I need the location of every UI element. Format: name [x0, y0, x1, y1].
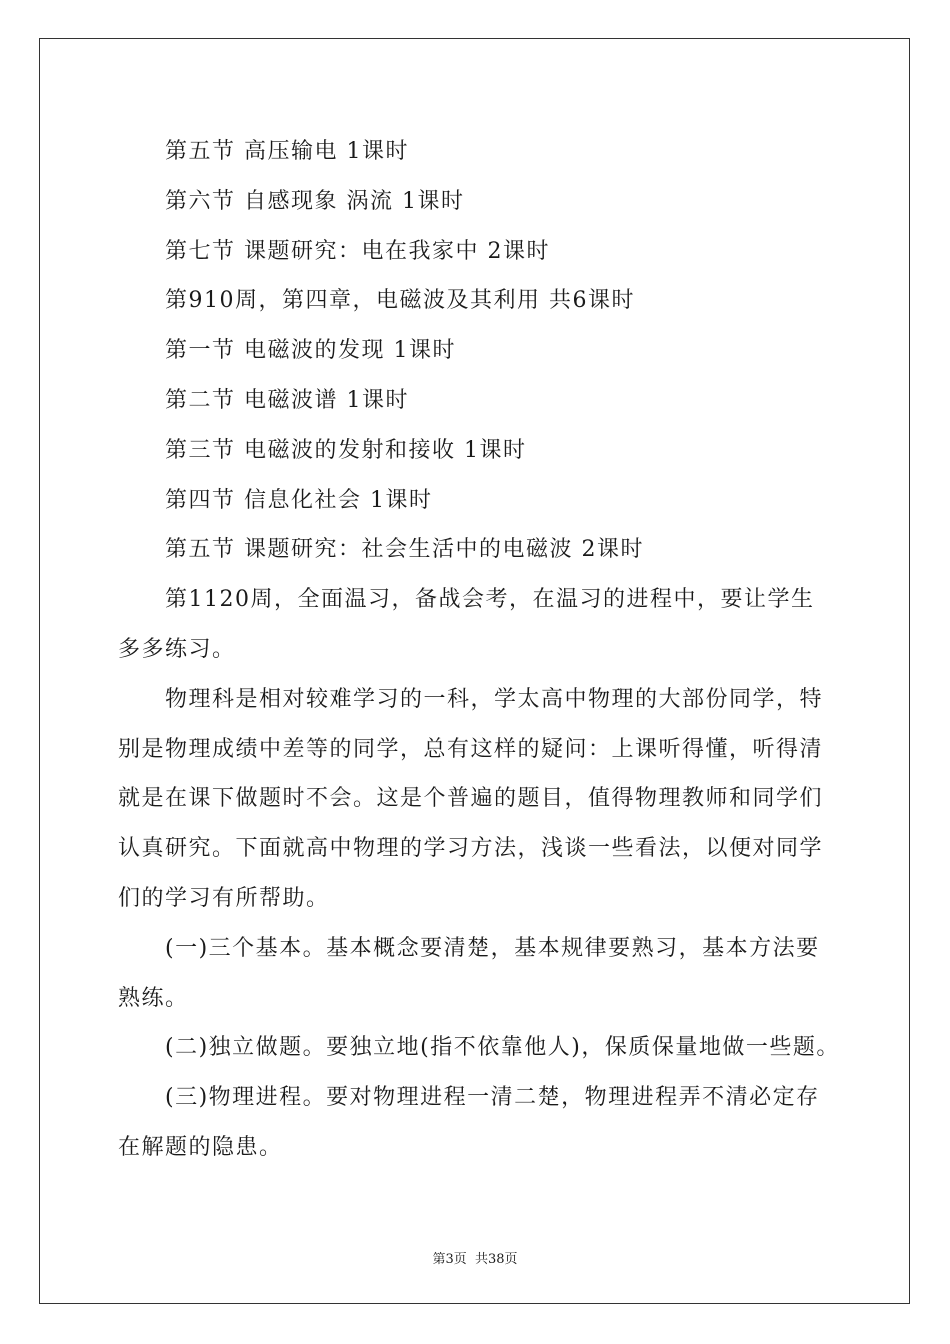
text-line: 物理科是相对较难学习的一科，学太高中物理的大部份同学，特: [165, 686, 824, 712]
text-line: 们的学习有所帮助。: [118, 885, 330, 911]
document-body: [118, 127, 848, 1173]
text-line: 第910周，第四章，电磁波及其利用 共6课时: [165, 288, 635, 314]
text-line: 在解题的隐患。: [118, 1134, 283, 1160]
text-line: 就是在课下做题时不会。这是个普遍的题目，值得物理教师和同学们: [118, 786, 824, 812]
text-line: 认真研究。下面就高中物理的学习方法，浅谈一些看法，以便对同学: [118, 836, 824, 862]
text-line: 多多练习。: [118, 636, 236, 662]
page-number: 第3页: [432, 1252, 467, 1267]
page-footer: [0, 1248, 950, 1267]
text-line: 第三节 电磁波的发射和接收 1课时: [165, 437, 527, 463]
text-line: 第1120周，全面温习，备战会考，在温习的进程中，要让学生: [165, 587, 815, 613]
text-line: 别是物理成绩中差等的同学，总有这样的疑问：上课听得懂，听得清: [118, 736, 824, 762]
text-line: 第六节 自感现象 涡流 1课时: [165, 188, 465, 214]
page-total: 共38页: [474, 1252, 518, 1267]
text-line: (一)三个基本。基本概念要清楚，基本规律要熟习，基本方法要: [165, 935, 820, 961]
text-line: 第七节 课题研究：电在我家中 2课时: [165, 238, 550, 264]
text-line: (三)物理进程。要对物理进程一清二楚，物理进程弄不清必定存: [165, 1085, 820, 1111]
text-line: 第五节 高压输电 1课时: [165, 139, 409, 164]
text-line: 熟练。: [118, 985, 189, 1011]
text-line: 第五节 课题研究：社会生活中的电磁波 2课时: [165, 537, 644, 563]
text-line: 第一节 电磁波的发现 1课时: [165, 338, 456, 364]
text-line: 第二节 电磁波谱 1课时: [165, 387, 409, 413]
text-line: (二)独立做题。要独立地(指不依靠他人)，保质保量地做一些题。: [165, 1035, 840, 1061]
text-line: 第四节 信息化社会 1课时: [165, 487, 433, 513]
